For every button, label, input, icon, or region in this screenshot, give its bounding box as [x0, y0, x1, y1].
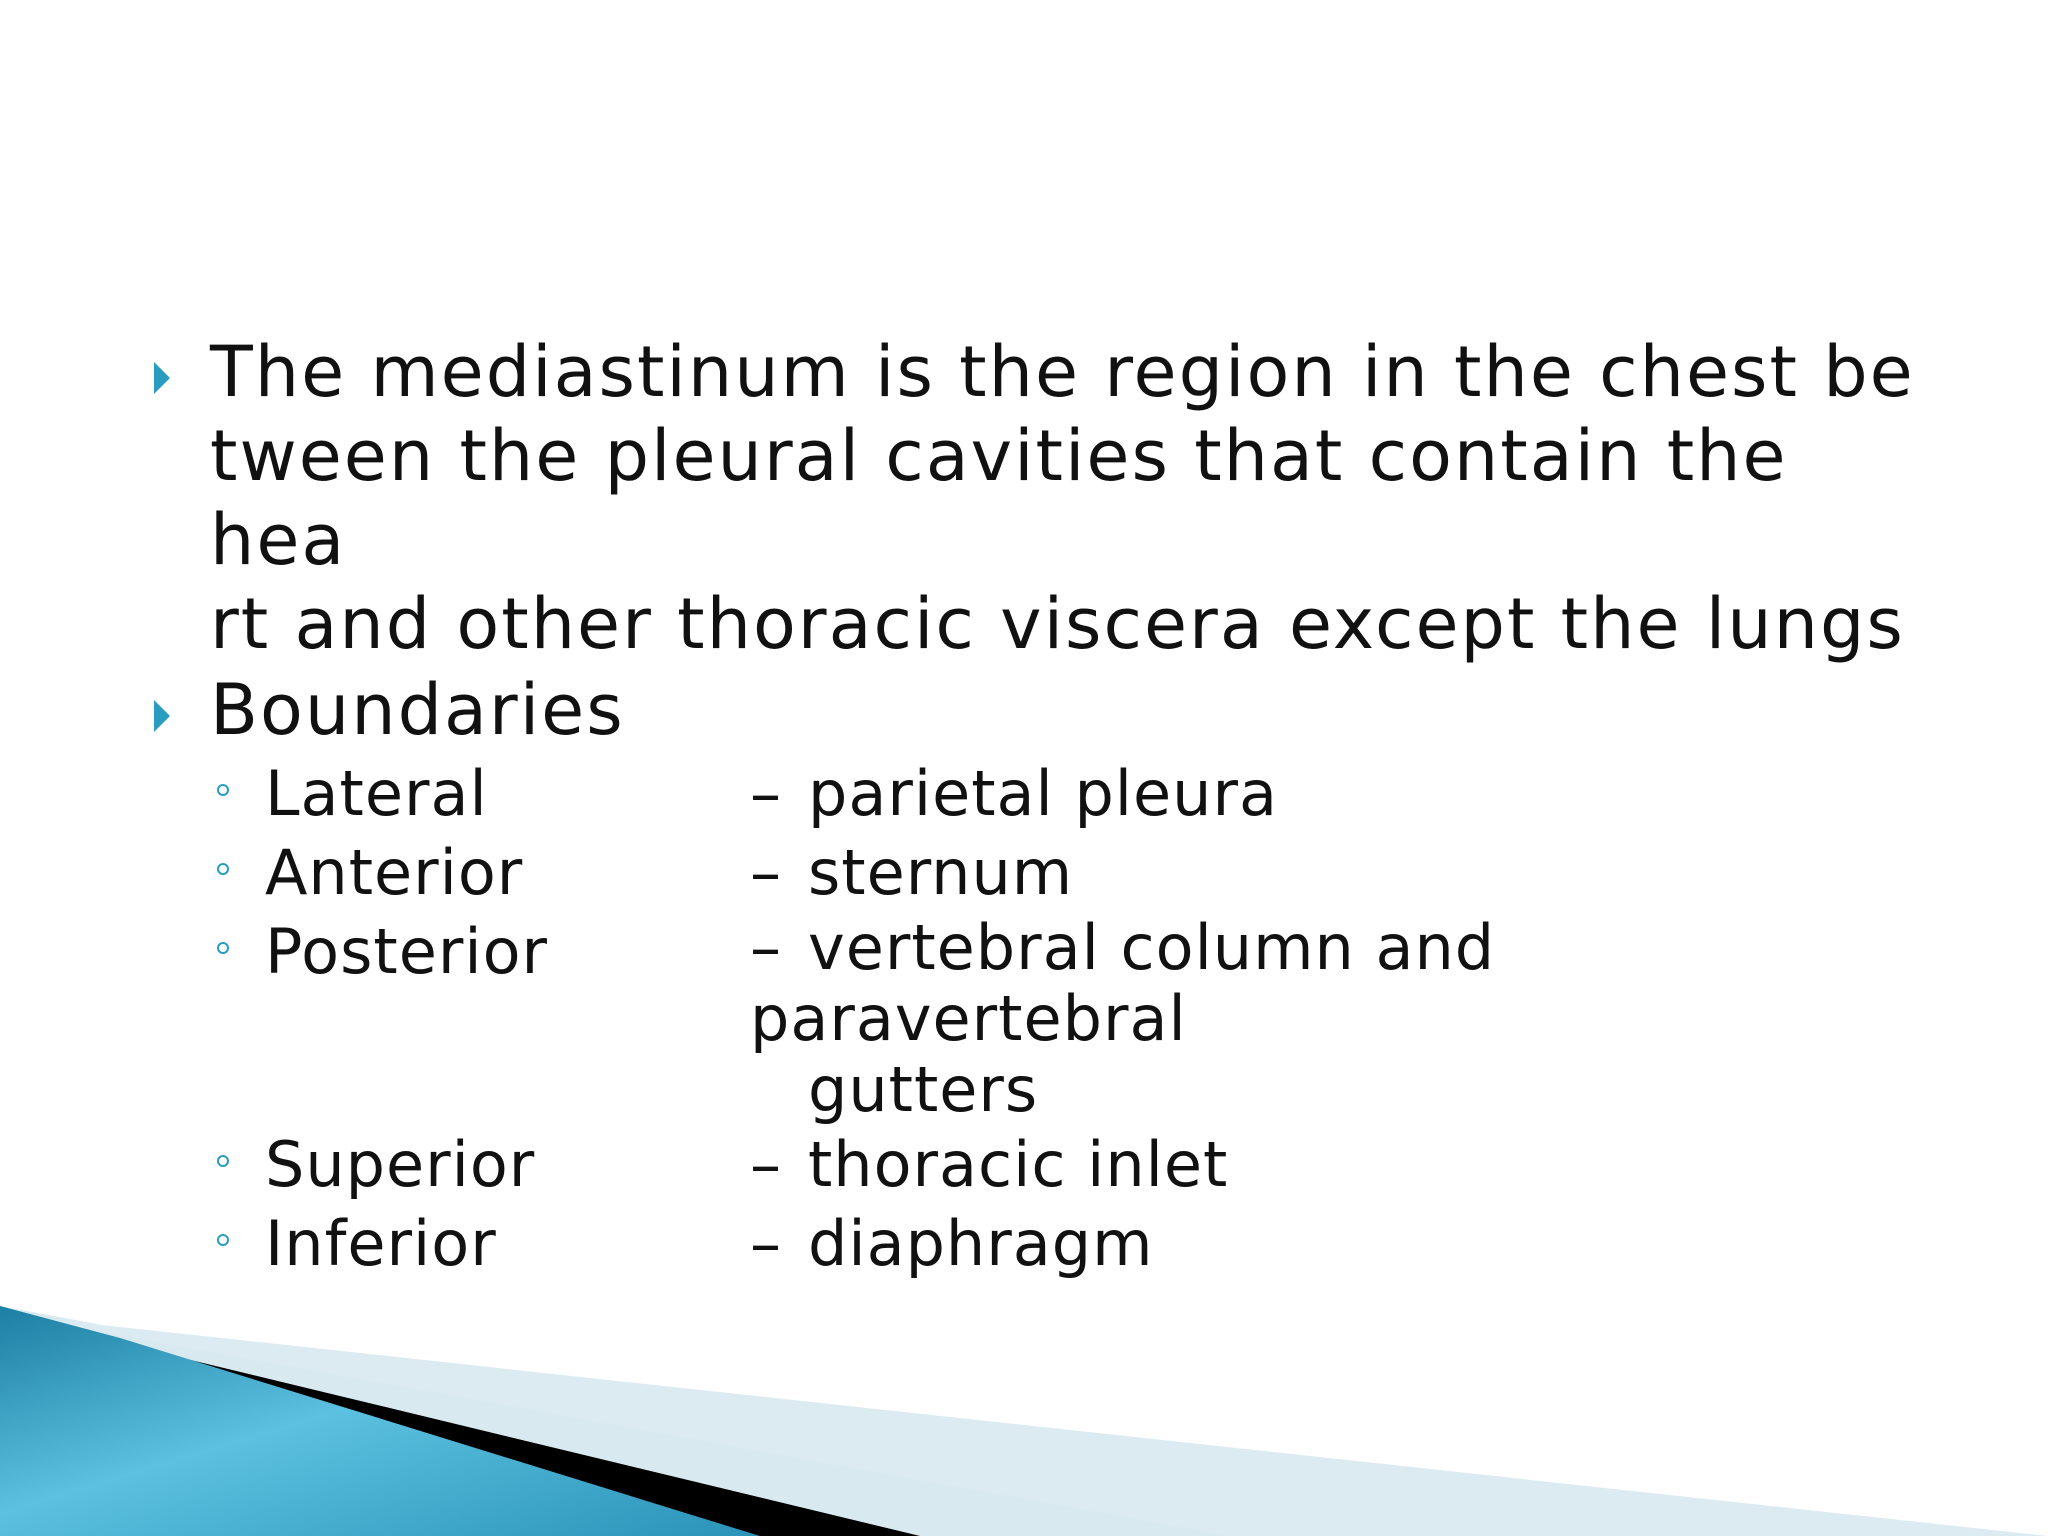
circle-bullet-icon [217, 784, 229, 796]
boundary-item-anterior [150, 833, 1940, 912]
boundary-item-posterior [150, 912, 1940, 1125]
triangle-bullet-icon [154, 700, 170, 732]
dash: – [750, 1207, 782, 1280]
boundary-desc-text: thoracic inlet [808, 1128, 1229, 1201]
boundary-term: Anterior [265, 836, 524, 909]
dash: – [750, 1128, 782, 1201]
bullet-boundaries [150, 668, 1940, 752]
slide-content [150, 330, 1940, 1283]
definition-line-2: tween the pleural cavities that contain the hea [210, 415, 1788, 581]
boundary-desc-continuation: gutters [808, 1053, 1039, 1126]
boundaries-list [150, 754, 1940, 1283]
boundary-description [750, 1125, 1940, 1204]
definition-line-3: rt and other thoracic viscera except the lungs [210, 583, 1905, 665]
definition-line-1: The mediastinum is the region in the chest be [210, 331, 1915, 413]
boundary-description [750, 833, 1940, 912]
boundary-description [750, 754, 1940, 833]
boundary-term: Inferior [265, 1207, 497, 1280]
dash: – [750, 757, 782, 830]
circle-bullet-icon [217, 942, 229, 954]
circle-bullet-icon [217, 1155, 229, 1167]
triangle-bullet-icon [154, 362, 170, 394]
boundary-item-inferior [150, 1204, 1940, 1283]
boundary-item-lateral [150, 754, 1940, 833]
boundary-description [750, 1204, 1940, 1283]
boundary-term: Superior [265, 1128, 536, 1201]
dash: – [750, 911, 782, 984]
boundary-desc-text: parietal pleura [808, 757, 1278, 830]
corner-wave-decoration [0, 1276, 2048, 1536]
dash: – [750, 836, 782, 909]
boundary-desc-text: sternum [808, 836, 1074, 909]
boundary-term: Lateral [265, 757, 488, 830]
boundaries-heading: Boundaries [210, 669, 625, 751]
circle-bullet-icon [217, 863, 229, 875]
circle-bullet-icon [217, 1234, 229, 1246]
boundary-desc-text: diaphragm [808, 1207, 1154, 1280]
boundary-item-superior [150, 1125, 1940, 1204]
bullet-definition [150, 330, 1940, 666]
boundary-term: Posterior [265, 915, 549, 988]
boundary-desc-text: vertebral column and paravertebral [750, 911, 1496, 1055]
boundary-description [750, 912, 1940, 1125]
